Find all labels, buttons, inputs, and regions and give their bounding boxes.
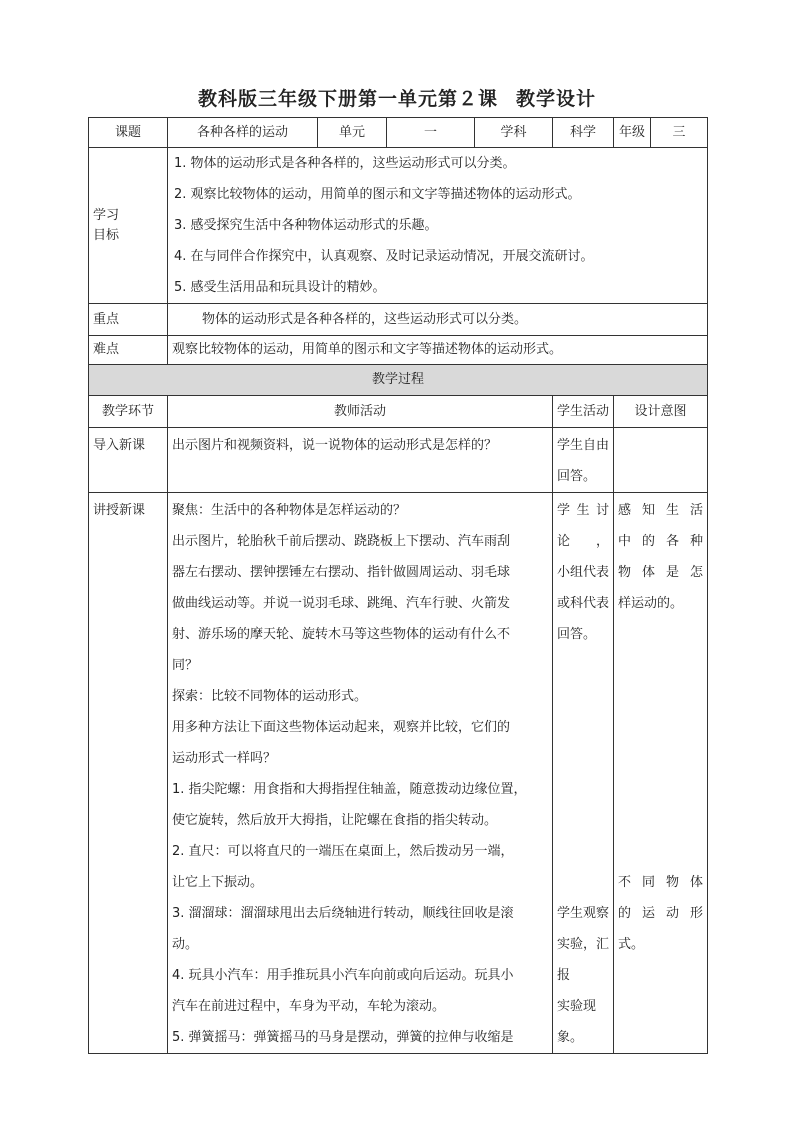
student-line: 实验现象。 bbox=[557, 999, 597, 1045]
student-line: 回答。 bbox=[557, 627, 597, 642]
intent-line: 物体是怎 bbox=[618, 565, 703, 580]
teacher-line: 出示图片，轮胎秋千前后摆动、跷跷板上下摆动、汽车雨刮 bbox=[172, 534, 511, 549]
key-row bbox=[89, 304, 708, 336]
intent-line: 中的各种 bbox=[618, 534, 703, 549]
grade-value: 三 bbox=[651, 118, 708, 148]
lesson-row bbox=[89, 493, 708, 1054]
goals-label bbox=[89, 148, 168, 304]
teacher-line: 3. 溜溜球：溜溜球甩出去后绕轴进行转动，顺线往回收是滚 bbox=[172, 906, 514, 921]
intro-intent bbox=[614, 428, 708, 493]
teacher-line: 运动形式一样吗？ bbox=[172, 751, 277, 766]
intro-row bbox=[89, 428, 708, 493]
teacher-line: 使它旋转，然后放开大拇指，让陀螺在食指的指尖转动。 bbox=[172, 813, 498, 828]
col-teacher: 教师活动 bbox=[168, 396, 553, 428]
subject-value: 科学 bbox=[553, 118, 614, 148]
intro-student-line: 回答。 bbox=[557, 469, 597, 484]
intent-line: 式。 bbox=[618, 937, 645, 952]
title-type: 教学设计 bbox=[516, 88, 597, 110]
student-line: 学生观察 bbox=[557, 906, 610, 921]
teacher-line: 让它上下振动。 bbox=[172, 875, 264, 890]
intent-line: 感知生活 bbox=[618, 503, 703, 518]
lesson-intent bbox=[614, 493, 708, 1054]
teacher-line: 同？ bbox=[172, 658, 199, 673]
teacher-line: 4. 玩具小汽车：用手推玩具小汽车向前或向后运动。玩具小 bbox=[172, 968, 514, 983]
goals-list bbox=[168, 148, 708, 304]
subject-label: 学科 bbox=[475, 118, 553, 148]
student-line: 实验，汇报 bbox=[557, 937, 610, 983]
grade-label: 年级 bbox=[614, 118, 651, 148]
teacher-line: 聚焦：生活中的各种物体是怎样运动的？ bbox=[172, 503, 407, 518]
document-title bbox=[0, 84, 794, 111]
teacher-line: 探索：比较不同物体的运动形式。 bbox=[172, 689, 368, 704]
intent-line: 样运动的。 bbox=[618, 596, 684, 611]
intent-line: 不同物体 bbox=[618, 875, 703, 890]
col-intent: 设计意图 bbox=[614, 396, 708, 428]
process-title-row bbox=[89, 365, 708, 396]
lesson-plan-table bbox=[88, 117, 708, 1054]
intent-line: 的运动形 bbox=[618, 906, 703, 921]
goals-label-line2: 目标 bbox=[93, 227, 120, 243]
key-value: 物体的运动形式是各种各样的，这些运动形式可以分类。 bbox=[168, 304, 708, 336]
teacher-line: 1. 指尖陀螺：用食指和大拇指捏住轴盖，随意拨动边缘位置， bbox=[172, 782, 527, 797]
lesson-teacher bbox=[168, 493, 553, 1054]
teacher-line: 动。 bbox=[172, 937, 199, 952]
goal-item: 3. 感受探究生活中各种物体运动形式的乐趣。 bbox=[174, 218, 438, 233]
topic-label: 课题 bbox=[89, 118, 168, 148]
lesson-student bbox=[553, 493, 614, 1054]
intro-student-line: 学生自由 bbox=[557, 438, 610, 453]
key-label: 重点 bbox=[89, 304, 168, 336]
col-student: 学生活动 bbox=[553, 396, 614, 428]
teacher-line: 射、游乐场的摩天轮、旋转木马等这些物体的运动有什么不 bbox=[172, 627, 511, 642]
topic-value: 各种各样的运动 bbox=[168, 118, 318, 148]
goal-item: 2. 观察比较物体的运动，用简单的图示和文字等描述物体的运动形式。 bbox=[174, 187, 581, 202]
header-row bbox=[89, 118, 708, 148]
title-course: 教科版三年级下册第一单元第２课 bbox=[197, 88, 498, 110]
goal-item: 1. 物体的运动形式是各种各样的，这些运动形式可以分类。 bbox=[174, 156, 516, 171]
teacher-line: 汽车在前进过程中，车身为平动，车轮为滚动。 bbox=[172, 999, 446, 1014]
process-title: 教学过程 bbox=[89, 365, 708, 396]
student-line: 学生讨论， bbox=[557, 503, 609, 549]
teacher-line: 5. 弹簧摇马：弹簧摇马的马身是摆动，弹簧的拉伸与收缩是 bbox=[172, 1030, 514, 1045]
difficulty-label: 难点 bbox=[89, 336, 168, 365]
intro-teacher: 出示图片和视频资料，说一说物体的运动形式是怎样的？ bbox=[168, 428, 553, 493]
intro-stage: 导入新课 bbox=[89, 428, 168, 493]
difficulty-value: 观察比较物体的运动，用简单的图示和文字等描述物体的运动形式。 bbox=[168, 336, 708, 365]
goals-label-line1: 学习 bbox=[93, 207, 120, 223]
student-line: 或科代表 bbox=[557, 596, 610, 611]
process-header-row bbox=[89, 396, 708, 428]
student-line: 小组代表 bbox=[557, 565, 610, 580]
intro-student bbox=[553, 428, 614, 493]
unit-value: 一 bbox=[387, 118, 475, 148]
unit-label: 单元 bbox=[318, 118, 387, 148]
lesson-stage: 讲授新课 bbox=[89, 493, 168, 1054]
goal-item: 4. 在与同伴合作探究中，认真观察、及时记录运动情况，开展交流研讨。 bbox=[174, 249, 594, 264]
teacher-line: 器左右摆动、摆钟摆锤左右摆动、指针做圆周运动、羽毛球 bbox=[172, 565, 511, 580]
goal-item: 5. 感受生活用品和玩具设计的精妙。 bbox=[174, 280, 386, 295]
teacher-line: 用多种方法让下面这些物体运动起来，观察并比较，它们的 bbox=[172, 720, 511, 735]
col-stage: 教学环节 bbox=[89, 396, 168, 428]
difficulty-row bbox=[89, 336, 708, 365]
teacher-line: 做曲线运动等。并说一说羽毛球、跳绳、汽车行驶、火箭发 bbox=[172, 596, 511, 611]
teacher-line: 2. 直尺：可以将直尺的一端压在桌面上，然后拨动另一端， bbox=[172, 844, 514, 859]
goals-row bbox=[89, 148, 708, 304]
